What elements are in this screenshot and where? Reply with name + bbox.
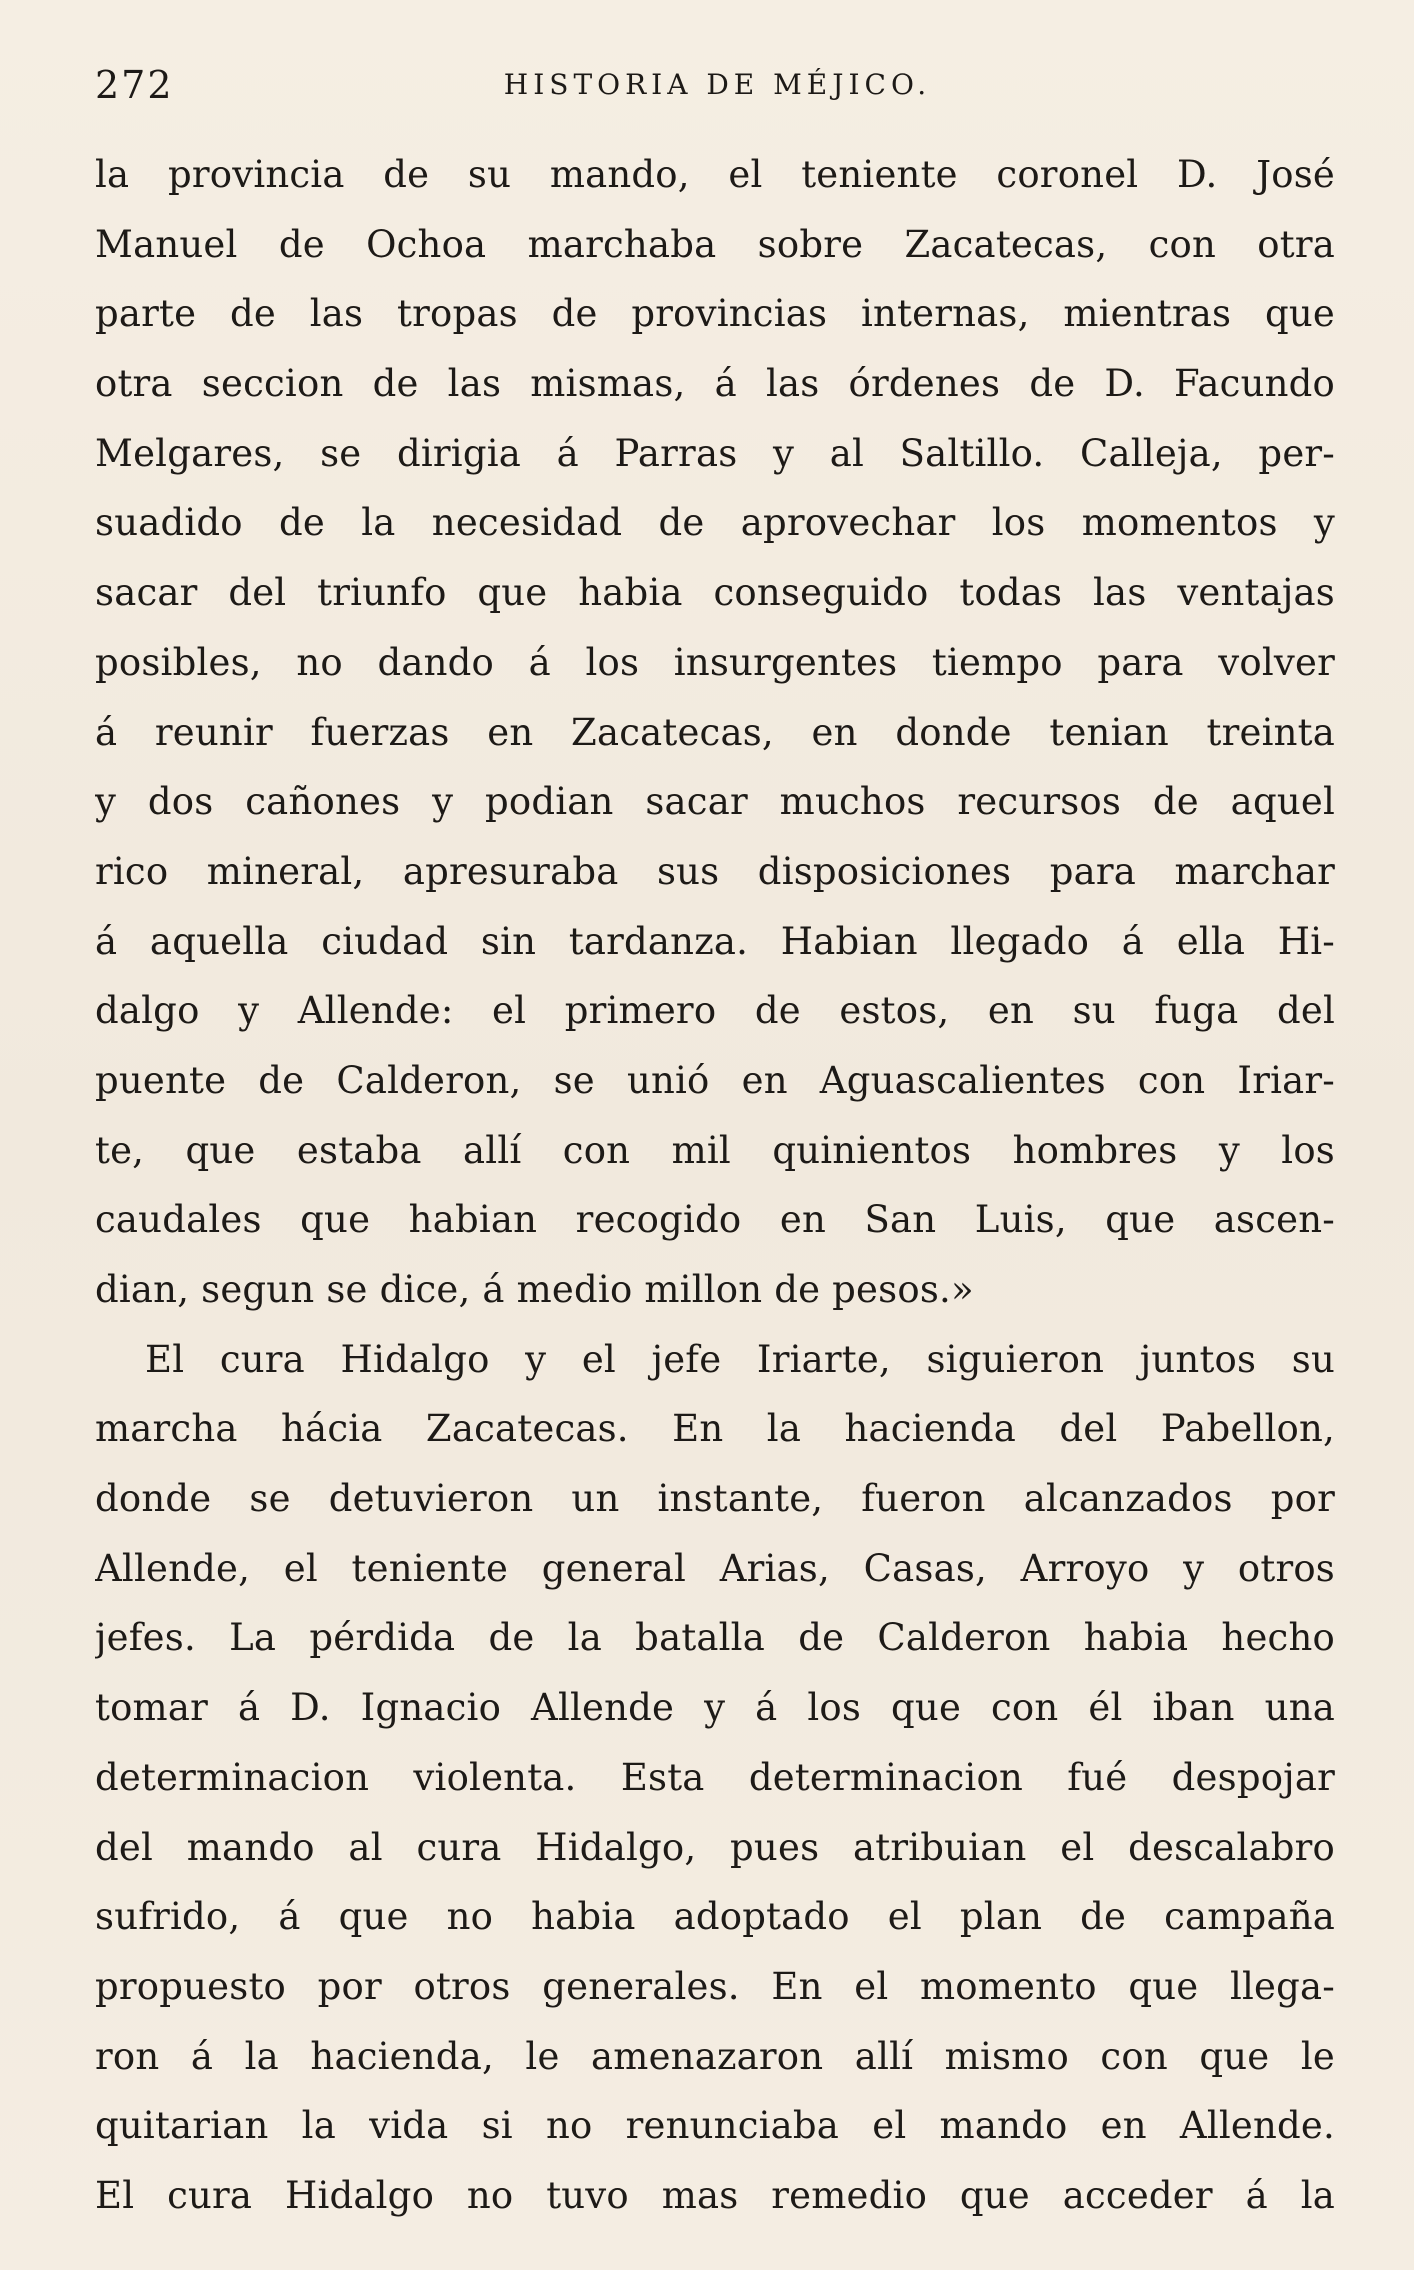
- body-text: [95, 140, 1335, 2231]
- paragraph-start-line: El cura Hidalgo y el jefe Iriarte, siguieron juntos su: [145, 1337, 1335, 1381]
- text-line: propuesto por otros generales. En el momento que llega-: [95, 1964, 1335, 2008]
- page-header: [95, 60, 1340, 110]
- text-line: donde se detuvieron un instante, fueron alcanzados por: [95, 1477, 1335, 1521]
- text-line: sufrido, á que no habia adoptado el plan de campaña: [95, 1895, 1335, 1939]
- page-number: 272: [95, 63, 174, 107]
- text-line: rico mineral, apresuraba sus disposiciones para marchar: [95, 849, 1335, 893]
- text-line: posibles, no dando á los insurgentes tiempo para volver: [95, 640, 1335, 684]
- text-line: caudales que habian recogido en San Luis, que ascen-: [95, 1198, 1335, 1242]
- text-line: puente de Calderon, se unió en Aguascalientes con Iriar-: [95, 1058, 1335, 1102]
- text-line: del mando al cura Hidalgo, pues atribuian el descalabro: [95, 1825, 1335, 1869]
- text-line: á reunir fuerzas en Zacatecas, en donde tenian treinta: [95, 710, 1335, 754]
- text-line: otra seccion de las mismas, á las órdenes de D. Facundo: [95, 362, 1335, 406]
- text-line: dalgo y Allende: el primero de estos, en su fuga del: [95, 989, 1335, 1033]
- text-line: tomar á D. Ignacio Allende y á los que con él iban una: [95, 1686, 1335, 1730]
- paragraph-end-line: dian, segun se dice, á medio millon de pesos.»: [95, 1268, 974, 1311]
- text-line: parte de las tropas de provincias internas, mientras que: [95, 292, 1335, 336]
- text-line: marcha hácia Zacatecas. En la hacienda del Pabellon,: [95, 1407, 1335, 1451]
- text-line: á aquella ciudad sin tardanza. Habian llegado á ella Hi-: [95, 919, 1335, 963]
- text-line: y dos cañones y podian sacar muchos recursos de aquel: [95, 780, 1335, 824]
- text-line: la provincia de su mando, el teniente coronel D. José: [95, 153, 1335, 196]
- text-line: te, que estaba allí con mil quinientos hombres y los: [95, 1128, 1335, 1172]
- text-line: quitarian la vida si no renunciaba el mando en Allende.: [95, 2104, 1335, 2148]
- text-line: determinacion violenta. Esta determinacion fué despojar: [95, 1755, 1335, 1799]
- text-line: jefes. La pérdida de la batalla de Calderon habia hecho: [95, 1616, 1335, 1660]
- text-line: suadido de la necesidad de aprovechar los momentos y: [95, 501, 1335, 545]
- text-line: Manuel de Ochoa marchaba sobre Zacatecas, con otra: [95, 222, 1335, 266]
- text-line: Melgares, se dirigia á Parras y al Saltillo. Calleja, per-: [95, 431, 1335, 475]
- text-line: El cura Hidalgo no tuvo mas remedio que acceder á la: [95, 2173, 1335, 2217]
- text-line: Allende, el teniente general Arias, Casas, Arroyo y otros: [95, 1546, 1335, 1590]
- running-title: HISTORIA DE MÉJICO.: [503, 68, 932, 101]
- text-line: sacar del triunfo que habia conseguido todas las ventajas: [95, 571, 1335, 615]
- text-line: ron á la hacienda, le amenazaron allí mismo con que le: [95, 2034, 1335, 2078]
